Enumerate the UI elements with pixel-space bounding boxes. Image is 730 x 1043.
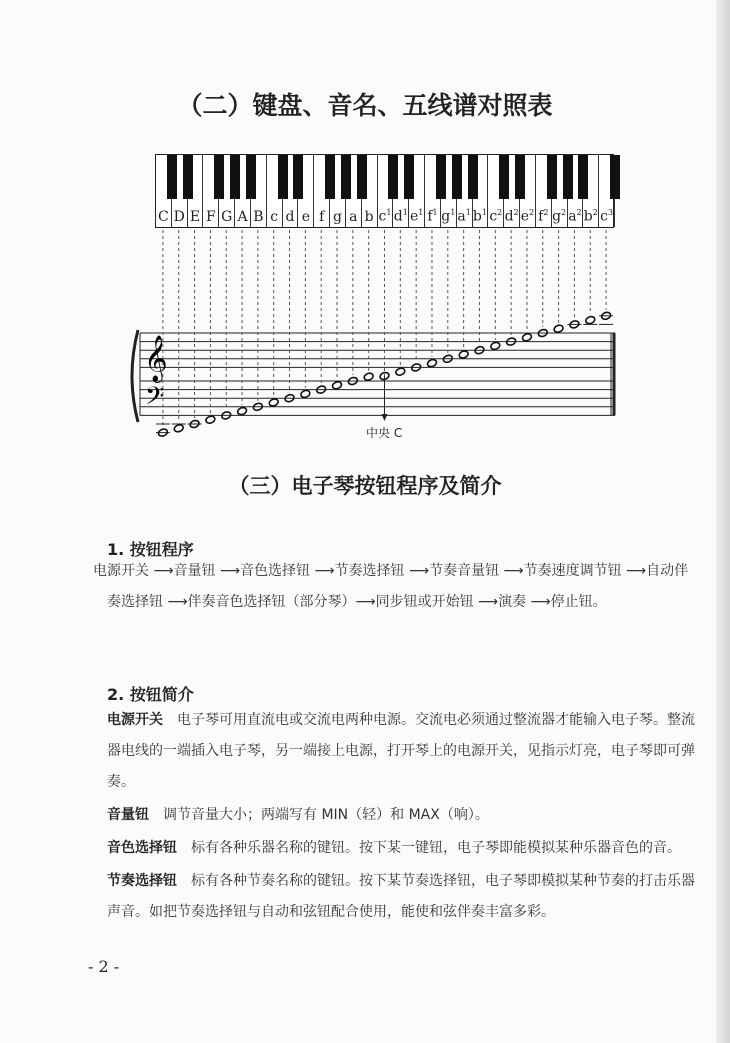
whole-note [300,389,311,398]
key-label: c [270,209,279,225]
key-label: $b^1$ [472,208,487,225]
button-intro-item [107,705,697,798]
whole-note [427,358,438,367]
whole-note [173,424,184,433]
button-intro-item [107,800,697,831]
button-intro-item [107,866,697,928]
whole-note [395,367,406,376]
whole-note [585,315,596,324]
item-term: 电源开关 [107,712,163,728]
key-label: D [173,209,185,225]
key-label: $c^3$ [600,208,614,225]
key-label: E [189,209,201,225]
button-intro-list [107,705,697,930]
key-label: $a^1$ [457,208,471,225]
key-label: g [333,209,342,225]
key-label: F [206,209,216,225]
section-title-keyboard: （二）键盘、音名、五线谱对照表 [177,91,553,120]
arrow-head-icon [382,414,388,421]
key-label: f [319,209,325,225]
button-intro-item [107,833,697,864]
whole-note [205,415,216,424]
item-term: 节奏选择钮 [107,873,177,889]
whole-note [268,398,279,407]
page-number: - 2 - [88,957,120,976]
key-label: $f^1$ [427,208,438,225]
brace [132,330,138,422]
heading-button-intro: 2. 按钮简介 [107,685,194,704]
key-label: $d^2$ [504,208,519,225]
grand-staff [0,0,730,440]
key-label: $e^1$ [409,208,424,225]
section-title-buttons: （三）电子琴按钮程序及简介 [228,474,502,498]
treble-clef-icon: 𝄞 [144,335,168,382]
item-text: 标有各种乐器名称的键钮。按下某一键钮，电子琴即能模拟某种乐器音色的音。 [177,840,681,856]
item-text: 电子琴可用直流电或交流电两种电源。交流电必须通过整流器才能输入电子琴。整流器电线的一端插入电子琴，另一端接上电源，打开琴上的电源开关，见指示灯亮，电子琴即可弹奏。 [107,712,695,790]
whole-note [237,406,248,415]
middle-c-label: 中央 C [366,426,403,440]
key-label: a [349,209,358,225]
key-label: G [221,209,233,225]
key-label: b [364,209,374,225]
key-label: e [301,209,310,225]
item-term: 音量钮 [107,807,149,823]
key-label: $c^2$ [489,208,503,225]
whole-note [458,350,469,359]
bass-clef-icon: 𝄢 [145,381,165,417]
key-label: $d^1$ [393,208,408,225]
key-label: $a^2$ [568,208,582,225]
item-term: 音色选择钮 [107,840,177,856]
key-label: $g^2$ [552,208,567,225]
item-text: 标有各种节奏名称的键钮。按下某节奏选择钮，电子琴即模拟某种节奏的打击乐器声音。如把节奏选择钮与自动和弦钮配合使用，能使和弦伴奏丰富多彩。 [107,873,695,920]
key-label: $b^2$ [583,208,598,225]
key-label: d [285,209,295,225]
key-label: B [253,209,264,225]
whole-note [363,372,374,381]
whole-note [490,341,501,350]
key-label: C [158,209,169,225]
whole-note [553,324,564,333]
whole-note [332,381,343,390]
heading-button-order: 1. 按钮程序 [107,540,194,559]
key-label: $e^2$ [520,208,535,225]
button-order-text: 电源开关 ⟶音量钮 ⟶音色选择钮 ⟶节奏选择钮 ⟶节奏音量钮 ⟶节奏速度调节钮 ⟶自动伴奏选择钮 ⟶伴奏音色选择钮（部分琴）⟶同步钮或开始钮 ⟶演奏 ⟶停止钮。 [93,563,689,610]
key-label: $f^2$ [538,208,549,225]
key-label: A [237,209,248,225]
whole-note [521,333,532,342]
key-label: $c^1$ [378,208,392,225]
key-label: $g^1$ [441,208,456,225]
item-text: 调节音量大小；两端写有 MIN（轻）和 MAX（响）。 [149,807,489,823]
